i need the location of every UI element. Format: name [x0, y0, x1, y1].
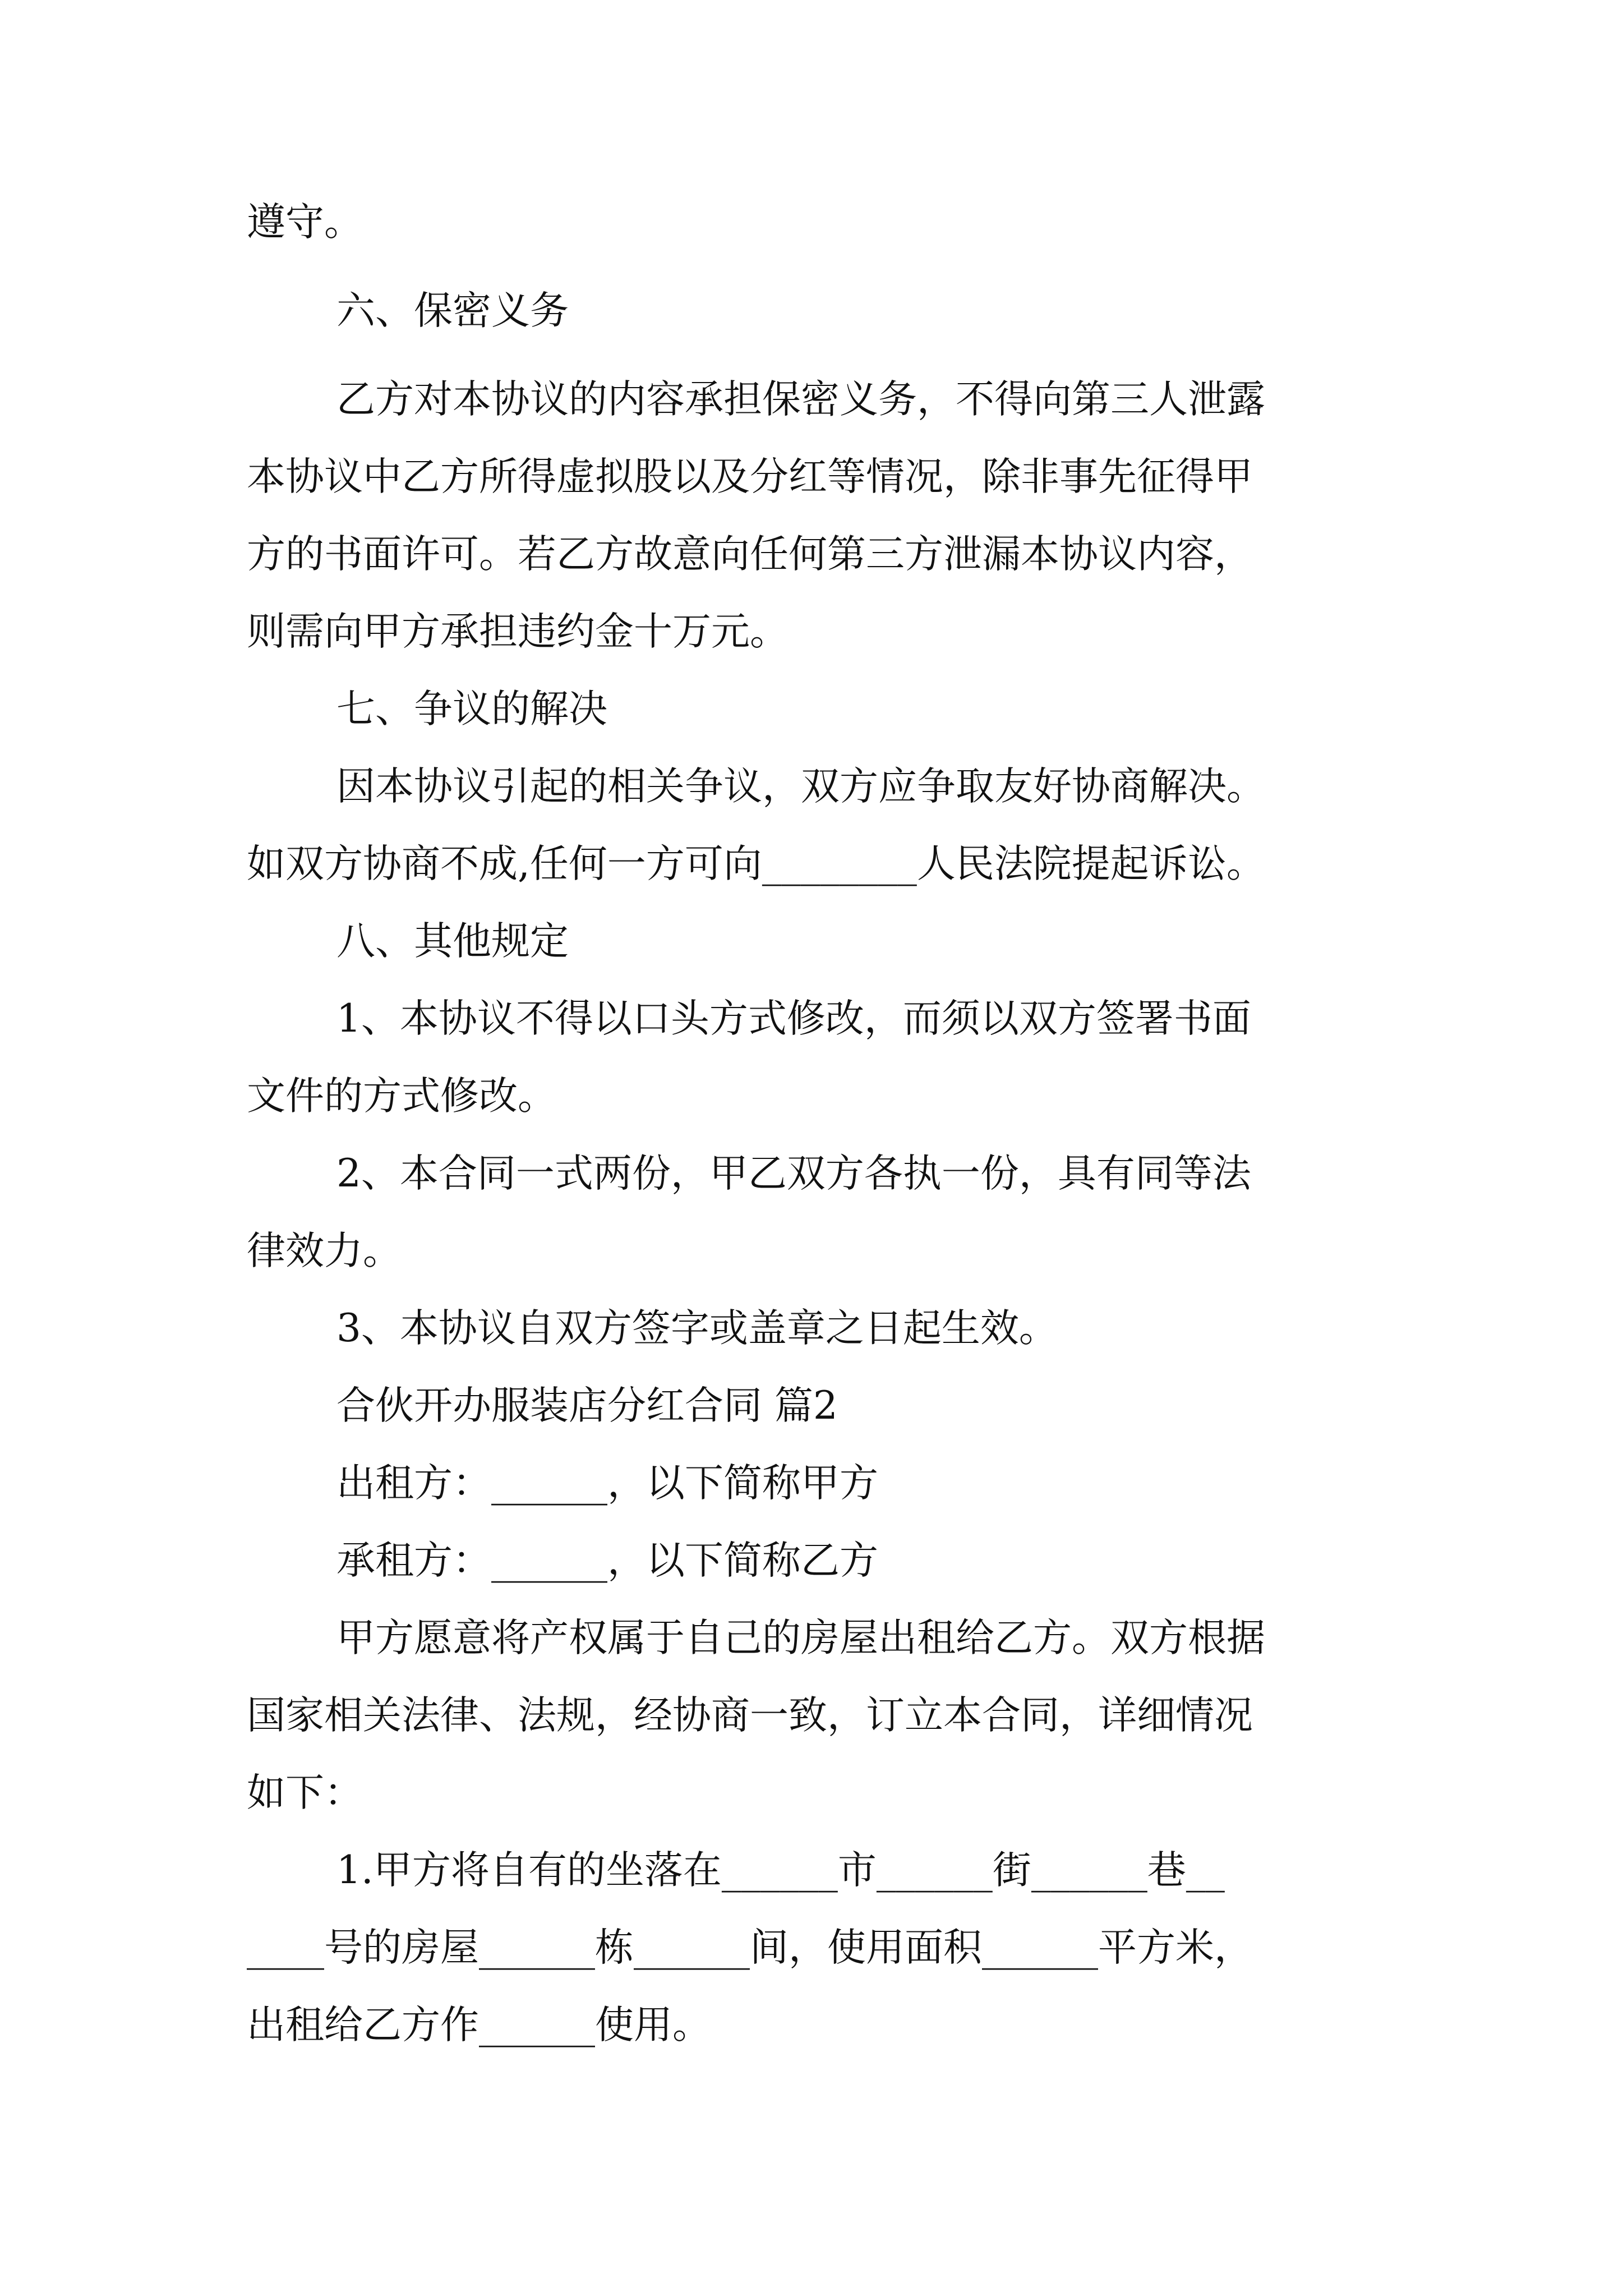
text-line: 如双方协商不成,任何一方可向________人民法院提起诉讼。 — [247, 841, 1265, 886]
text-line: 如下： — [247, 1770, 363, 1815]
text-line: 国家相关法律、法规，经协商一致，订立本合同，详细情况 — [247, 1693, 1253, 1738]
text-line: 律效力。 — [247, 1228, 402, 1273]
text-line: 出租方：______，以下简称甲方 — [336, 1461, 878, 1506]
section-heading: 八、其他规定 — [336, 919, 569, 964]
text-line: 方的书面许可。若乙方故意向任何第三方泄漏本协议内容， — [247, 532, 1253, 577]
text-line: 出租给乙方作______使用。 — [247, 2003, 711, 2047]
section-heading: 六、保密义务 — [336, 288, 569, 333]
text-line: 本协议中乙方所得虚拟股以及分红等情况，除非事先征得甲 — [247, 454, 1253, 499]
text-line: 1、本协议不得以口头方式修改，而须以双方签署书面 — [336, 996, 1251, 1041]
text-line: ____号的房屋______栋______间，使用面积______平方米， — [247, 1925, 1253, 1970]
section-title: 合伙开办服装店分红合同 篇2 — [336, 1383, 838, 1428]
text-line: 则需向甲方承担违约金十万元。 — [247, 609, 789, 654]
text-line: 遵守。 — [247, 200, 363, 245]
text-line: 文件的方式修改。 — [247, 1074, 556, 1119]
text-line: 乙方对本协议的内容承担保密义务，不得向第三人泄露 — [336, 377, 1265, 422]
text-line: 3、本协议自双方签字或盖章之日起生效。 — [336, 1306, 1058, 1351]
text-line: 承租方：______，以下简称乙方 — [336, 1538, 878, 1583]
text-line: 甲方愿意将产权属于自己的房屋出租给乙方。双方根据 — [336, 1616, 1265, 1660]
text-line: 因本协议引起的相关争议，双方应争取友好协商解决。 — [336, 764, 1265, 809]
text-line: 2、本合同一式两份，甲乙双方各执一份，具有同等法 — [336, 1151, 1251, 1196]
section-heading: 七、争议的解决 — [336, 687, 607, 731]
text-line: 1.甲方将自有的坐落在______市______街______巷__ — [336, 1848, 1225, 1893]
